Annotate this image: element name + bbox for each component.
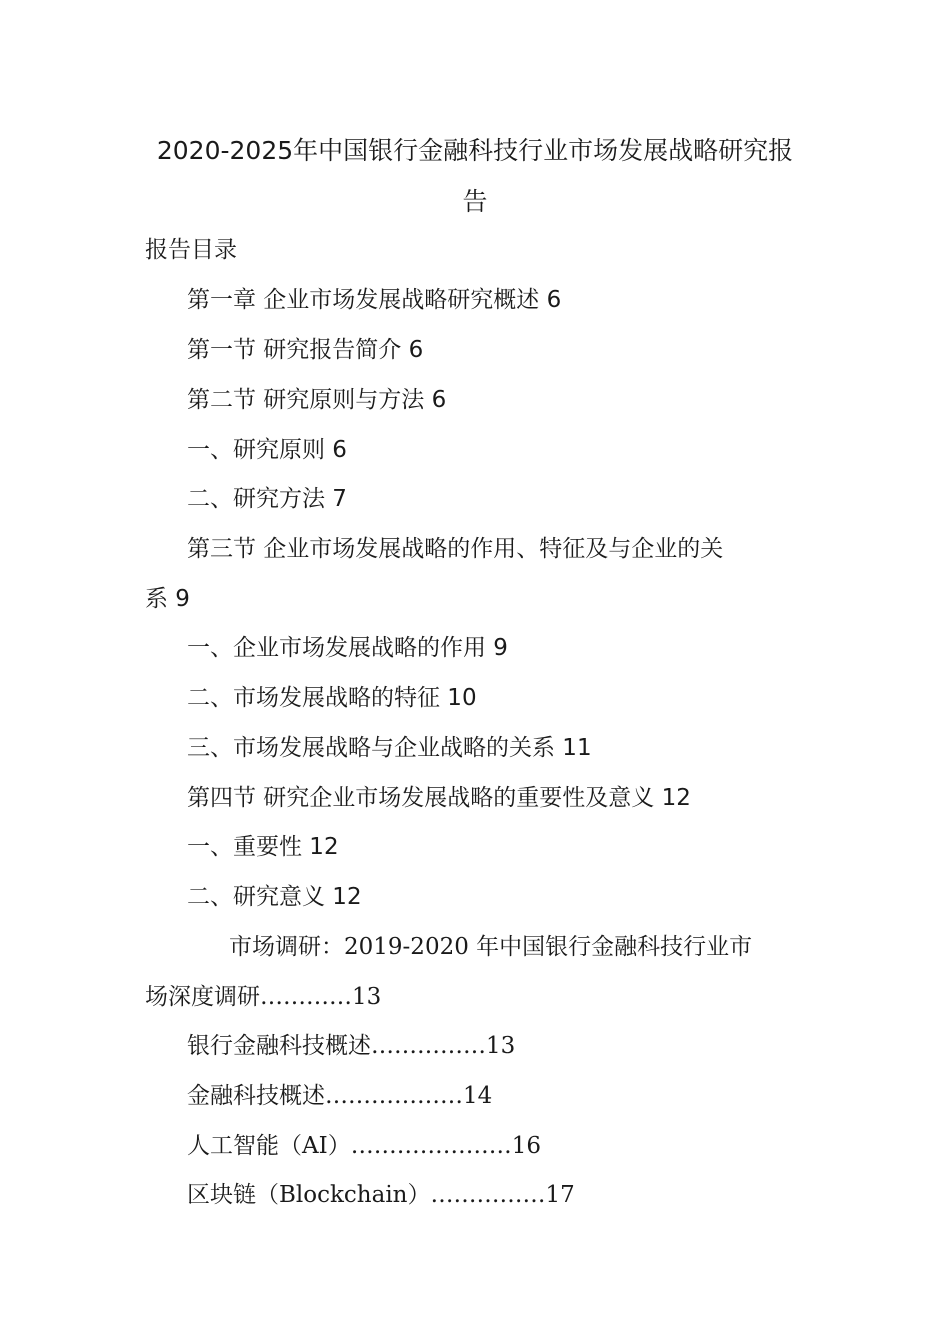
toc-entry: 银行金融科技概述……………13 <box>187 1033 516 1059</box>
report-title-line-2: 告 <box>462 187 488 216</box>
toc-entry: 一、企业市场发展战略的作用 9 <box>187 635 508 661</box>
toc-entry: 第一节 研究报告简介 6 <box>187 337 424 363</box>
toc-entry: 第二节 研究原则与方法 6 <box>187 387 447 413</box>
toc-entry: 第一章 企业市场发展战略研究概述 6 <box>187 287 562 313</box>
toc-entry-continued: 系 9 <box>145 586 190 612</box>
toc-entry: 市场调研：2019-2020 年中国银行金融科技行业市 <box>229 934 753 960</box>
toc-entry: 一、重要性 12 <box>187 834 339 860</box>
toc-entry: 第四节 研究企业市场发展战略的重要性及意义 12 <box>187 785 691 811</box>
toc-entry: 三、市场发展战略与企业战略的关系 11 <box>187 735 592 761</box>
toc-entry-continued: 场深度调研…………13 <box>145 984 382 1010</box>
toc-entry: 一、研究原则 6 <box>187 437 347 463</box>
toc-entry: 人工智能（AI）…………………16 <box>187 1133 541 1159</box>
toc-heading: 报告目录 <box>145 237 237 263</box>
report-title-line-1: 2020-2025年中国银行金融科技行业市场发展战略研究报 <box>156 136 794 165</box>
toc-entry: 区块链（Blockchain）……………17 <box>187 1182 575 1208</box>
toc-entry: 第三节 企业市场发展战略的作用、特征及与企业的关 <box>187 536 724 562</box>
toc-entry: 二、市场发展战略的特征 10 <box>187 685 477 711</box>
toc-entry: 二、研究方法 7 <box>187 486 347 512</box>
toc-entry: 二、研究意义 12 <box>187 884 362 910</box>
toc-entry: 金融科技概述………………14 <box>187 1083 493 1109</box>
